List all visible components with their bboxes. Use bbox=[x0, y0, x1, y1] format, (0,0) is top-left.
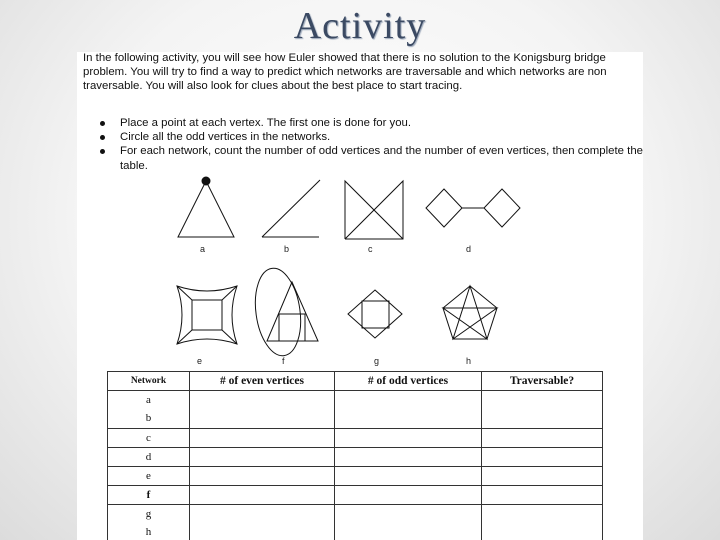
network-label: g bbox=[374, 356, 380, 366]
network-e bbox=[177, 286, 237, 344]
column-header: Traversable? bbox=[482, 372, 603, 391]
network-label: f bbox=[282, 356, 285, 366]
odd-vertices-cell[interactable] bbox=[335, 448, 482, 467]
column-header: Network bbox=[108, 372, 190, 391]
instruction-item: Circle all the odd vertices in the networks. bbox=[83, 130, 643, 144]
odd-vertices-cell[interactable] bbox=[335, 486, 482, 505]
odd-vertices-cell[interactable] bbox=[335, 391, 482, 429]
slide-title: Activity bbox=[293, 5, 427, 47]
network-h bbox=[443, 286, 497, 339]
network-label: a bbox=[200, 244, 206, 254]
network-g bbox=[348, 290, 402, 338]
traversable-cell[interactable] bbox=[482, 467, 603, 486]
network-f bbox=[250, 265, 318, 358]
instruction-item: For each network, count the number of odd vertices and the number of even vertices, then complete the table. bbox=[83, 144, 643, 172]
network-cell: a b bbox=[108, 391, 190, 429]
traversable-cell[interactable] bbox=[482, 391, 603, 429]
network-a bbox=[178, 177, 234, 237]
traversable-cell[interactable] bbox=[482, 486, 603, 505]
odd-vertices-cell[interactable] bbox=[335, 505, 482, 540]
network-cell: g h bbox=[108, 505, 190, 540]
table-row bbox=[108, 486, 603, 505]
vertex-point bbox=[202, 177, 210, 185]
network-cell: d bbox=[108, 448, 190, 467]
network-label: h bbox=[466, 356, 472, 366]
network-label: d bbox=[466, 244, 472, 254]
traversability-table bbox=[107, 371, 603, 540]
column-header: # of odd vertices bbox=[335, 372, 482, 391]
table-header-row bbox=[108, 372, 603, 391]
odd-vertices-cell[interactable] bbox=[335, 429, 482, 448]
network-c bbox=[345, 181, 403, 239]
network-diagrams bbox=[77, 52, 643, 372]
intro-paragraph: In the following activity, you will see how Euler showed that there is no solution to the Konigsburg bridge problem. You will try to find a way to predict which networks are traversable and which networks are non traversable. You will also look for clues about the best place to start tracing. bbox=[83, 52, 607, 93]
table-row bbox=[108, 391, 603, 429]
even-vertices-cell[interactable] bbox=[190, 486, 335, 505]
instruction-item: Place a point at each vertex. The first one is done for you. bbox=[83, 116, 643, 130]
traversable-cell[interactable] bbox=[482, 505, 603, 540]
network-cell: f bbox=[108, 486, 190, 505]
network-label: c bbox=[368, 244, 373, 254]
network-cell: c bbox=[108, 429, 190, 448]
even-vertices-cell[interactable] bbox=[190, 505, 335, 540]
even-vertices-cell[interactable] bbox=[190, 429, 335, 448]
network-cell: e bbox=[108, 467, 190, 486]
even-vertices-cell[interactable] bbox=[190, 391, 335, 429]
network-label: b bbox=[284, 244, 290, 254]
worksheet-page bbox=[77, 52, 643, 540]
network-label: e bbox=[197, 356, 203, 366]
traversable-cell[interactable] bbox=[482, 448, 603, 467]
table-row bbox=[108, 448, 603, 467]
even-vertices-cell[interactable] bbox=[190, 448, 335, 467]
even-vertices-cell[interactable] bbox=[190, 467, 335, 486]
table-row bbox=[108, 505, 603, 540]
column-header: # of even vertices bbox=[190, 372, 335, 391]
table-row bbox=[108, 429, 603, 448]
odd-vertices-cell[interactable] bbox=[335, 467, 482, 486]
table-row bbox=[108, 467, 603, 486]
network-d bbox=[426, 189, 520, 227]
traversable-cell[interactable] bbox=[482, 429, 603, 448]
network-b bbox=[262, 180, 320, 237]
